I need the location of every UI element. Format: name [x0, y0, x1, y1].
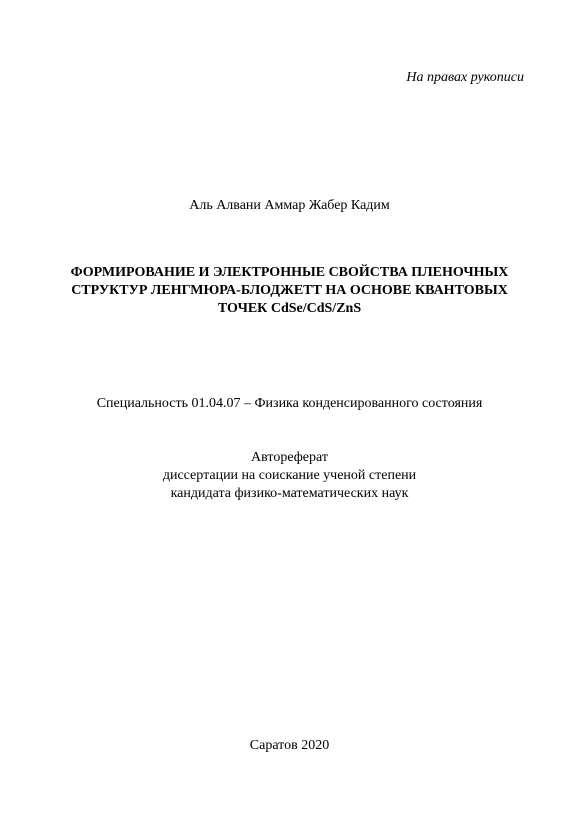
city-year: Саратов 2020	[249, 738, 330, 753]
abstract-line: диссертации на соискание ученой степени	[162, 468, 417, 483]
dissertation-title	[0, 264, 579, 318]
abstract-description	[0, 449, 579, 503]
manuscript-rights-note: На правах рукописи	[406, 70, 524, 85]
title-line: ФОРМИРОВАНИЕ И ЭЛЕКТРОННЫЕ СВОЙСТВА ПЛЕНОЧНЫХ	[70, 265, 509, 280]
author-name: Аль Алвани Аммар Жабер Кадим	[189, 198, 390, 213]
title-line: ТОЧЕК CdSe/CdS/ZnS	[217, 301, 362, 316]
abstract-line: кандидата физико-математических наук	[170, 486, 409, 501]
title-line: СТРУКТУР ЛЕНГМЮРА-БЛОДЖЕТТ НА ОСНОВЕ КВАНТОВЫХ	[71, 283, 508, 298]
specialty-line: Специальность 01.04.07 – Физика конденсированного состояния	[96, 396, 483, 411]
abstract-line: Автореферат	[251, 450, 328, 465]
